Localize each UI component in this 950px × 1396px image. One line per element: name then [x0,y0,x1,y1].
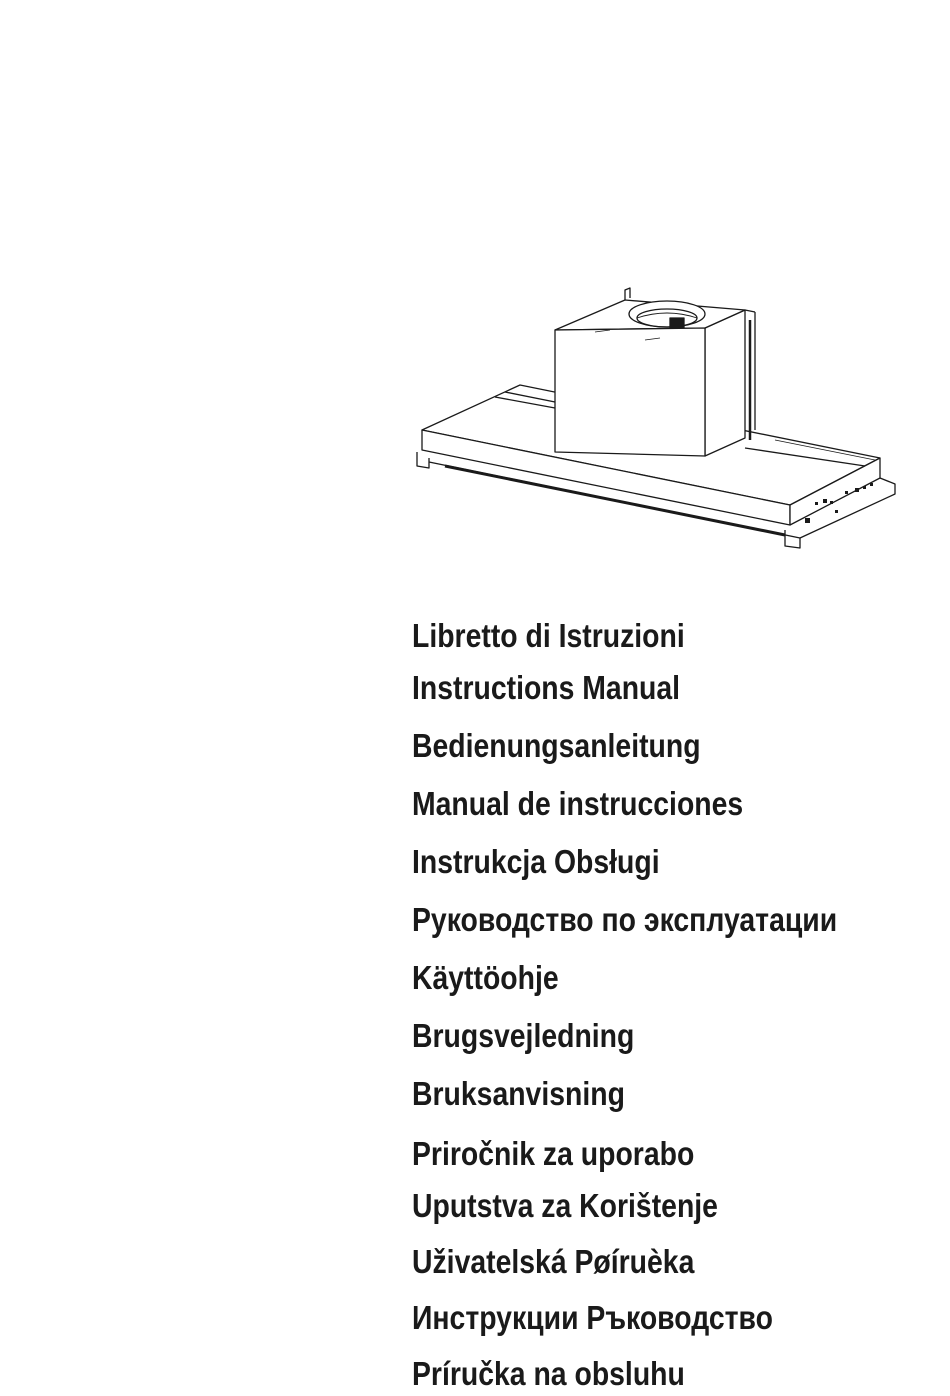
title-croatian: Uputstva za Korištenje [412,1187,718,1224]
title-bulgarian: Инструкции Ръководство [412,1299,773,1336]
title-english: Instructions Manual [412,669,681,706]
title-polish: Instrukcja Obsługi [412,843,660,880]
title-slovenian: Priročnik za uporabo [412,1135,695,1172]
title-swedish: Bruksanvisning [412,1075,625,1112]
title-danish: Brugsvejledning [412,1017,635,1054]
title-spanish: Manual de instrucciones [412,785,744,822]
title-slovak: Príručka na obsluhu [412,1355,685,1392]
title-czech: Uživatelská Pøíruèka [412,1243,695,1280]
title-italian: Libretto di Istruzioni [412,617,685,654]
title-russian: Руководство по эксплуатации [412,901,838,938]
title-finnish: Käyttöohje [412,959,559,996]
title-german: Bedienungsanleitung [412,727,701,764]
cooker-hood-illustration [405,280,905,560]
